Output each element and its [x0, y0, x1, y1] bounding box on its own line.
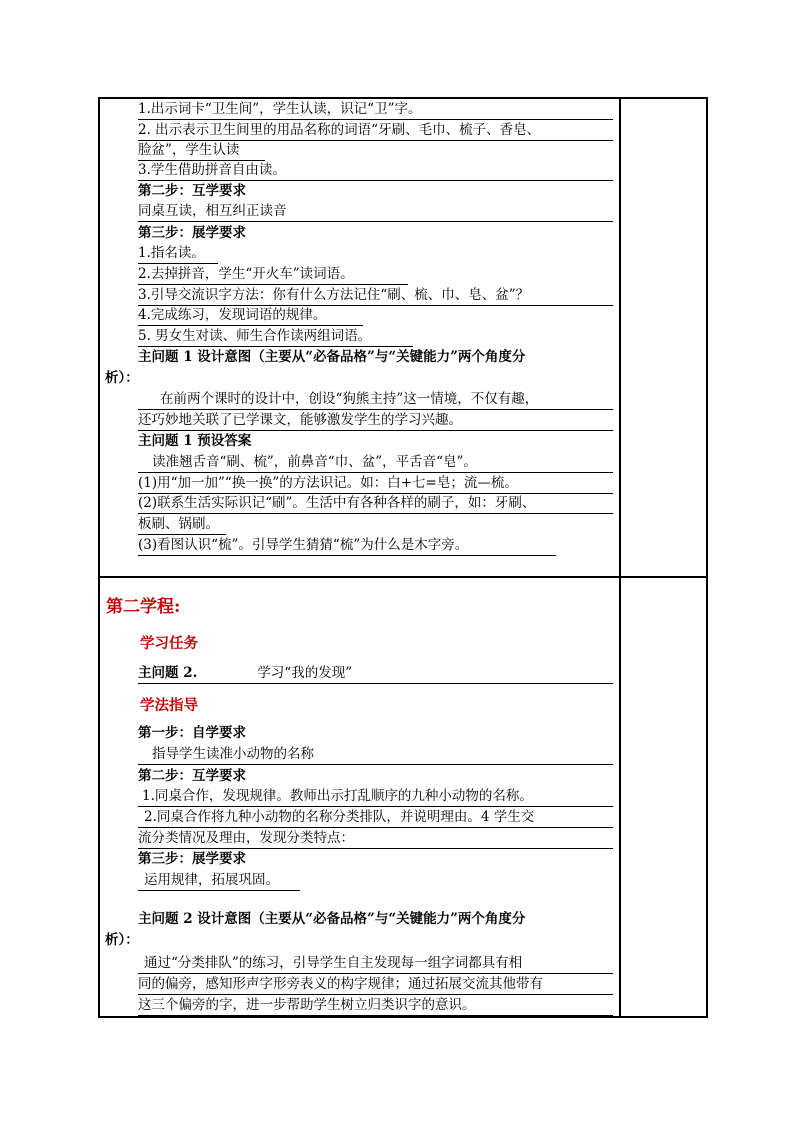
question-2-label: 主问题 2.: [138, 665, 198, 681]
intent-title: 主问题 1 设计意图（主要从“必备品格”与“关键能力”两个角度分: [138, 349, 526, 365]
intent-title-cont: 析）：: [105, 932, 139, 948]
table-border-left: [98, 97, 100, 1018]
list-item: 1.同桌合作，发现规律。教师出示打乱顺序的九种小动物的名称。: [138, 787, 613, 807]
paragraph-line: 通过“分类排队”的练习，引导学生自主发现每一组字词都具有相: [138, 954, 613, 974]
list-item: 指导学生读准小动物的名称: [138, 745, 613, 765]
table-border-top: [98, 97, 708, 99]
step2-title: 第二步：互学要求: [138, 768, 246, 784]
table-border-bottom: [98, 1016, 708, 1018]
section-heading: 第二学程:: [106, 597, 181, 617]
step1-title: 第一步：自学要求: [138, 725, 246, 741]
step3-title: 第三步：展学要求: [138, 225, 246, 241]
list-item: 脸盆”，学生认读: [138, 141, 265, 161]
list-item: 运用规律，拓展巩固。: [138, 871, 300, 891]
step2-title: 第二步：互学要求: [138, 183, 246, 199]
column-divider: [619, 97, 621, 1018]
list-item: 2. 出示表示卫生间里的用品名称的词语“牙刷、毛巾、梳子、香皂、: [138, 121, 613, 141]
list-item: 5. 男女生对读、师生合作读两组词语。: [138, 327, 413, 347]
method-title: 学法指导: [140, 697, 198, 714]
paragraph-line: 板刷、锅刷。: [138, 515, 226, 535]
paragraph-line: (3)看图认识“梳”。引导学生猜猜“梳”为什么是木字旁。: [138, 536, 556, 556]
list-item: 3.学生借助拼音自由读。: [138, 161, 613, 181]
list-item: 1.指名读。: [138, 244, 218, 264]
paragraph-line: 在前两个课时的设计中，创设“狗熊主持”这一情境，不仅有趣，: [138, 390, 613, 410]
paragraph-line: 这三个偏旁的字，进一步帮助学生树立归类识字的意识。: [138, 996, 613, 1016]
paragraph-line: (1)用“加一加”“换一换”的方法识记。如：白+七=皂；流—梳。: [138, 474, 613, 494]
list-item: 1.出示词卡“卫生间”，学生认读，识记“卫”字。: [138, 100, 613, 120]
list-item: 4.完成练习，发现词语的规律。: [138, 306, 363, 326]
paragraph-line: 还巧妙地关联了已学课文，能够激发学生的学习兴趣。: [138, 411, 613, 431]
row-divider: [98, 576, 708, 578]
intent-title: 主问题 2 设计意图（主要从“必备品格”与“关键能力”两个角度分: [138, 911, 526, 927]
list-item: 3.引导交流识字方法：你有什么方法记住“刷、梳、巾、皂、盆”？: [138, 286, 613, 306]
question-2: [138, 664, 613, 684]
question-2-text: 学习“我的发现”: [257, 665, 353, 681]
step3-title: 第三步：展学要求: [138, 851, 246, 867]
task-title: 学习任务: [140, 635, 198, 652]
paragraph-line: 读准翘舌音“刷、梳”，前鼻音“巾、盆”，平舌音“皂”。: [138, 453, 613, 473]
answer-title: 主问题 1 预设答案: [138, 433, 252, 449]
list-item: 流分类情况及理由，发现分类特点：: [138, 829, 613, 849]
list-item: 同桌互读，相互纠正读音: [138, 202, 613, 222]
paragraph-line: 同的偏旁，感知形声字形旁表义的构字规律；通过拓展交流其他带有: [138, 975, 613, 995]
list-item: 2.同桌合作将九种小动物的名称分类排队，并说明理由。4 学生交: [138, 808, 613, 828]
intent-title-cont: 析）：: [105, 370, 139, 386]
list-item: 2.去掉拼音，学生“开火车”读词语。: [138, 265, 408, 285]
paragraph-line: (2)联系生活实际识记“刷”。生活中有各种各样的刷子，如：牙刷、: [138, 494, 613, 514]
table-border-right: [706, 97, 708, 1018]
